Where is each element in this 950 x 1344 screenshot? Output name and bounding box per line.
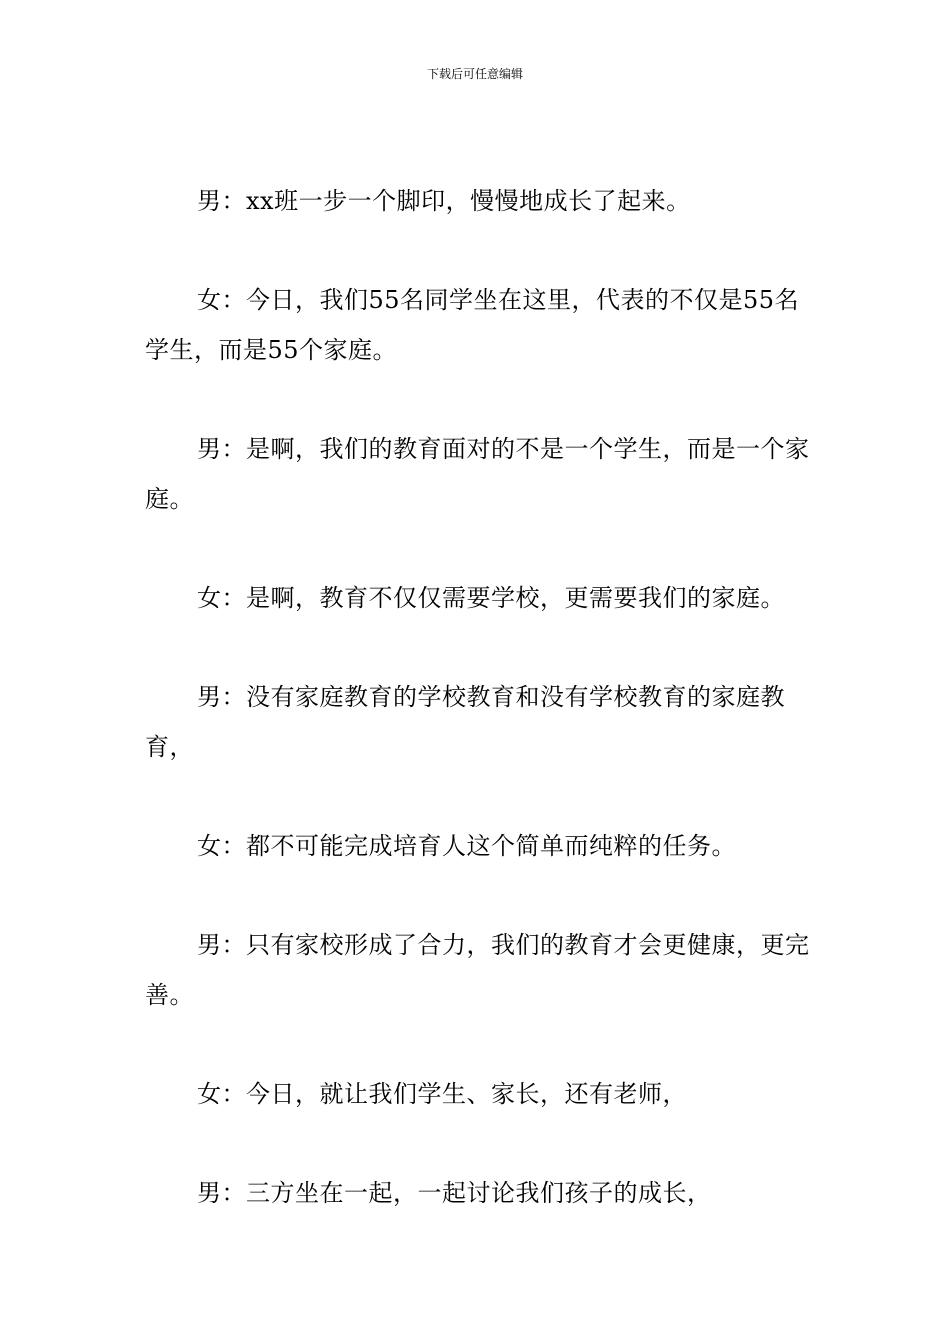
document-body	[145, 176, 810, 1267]
paragraph-3: 男：是啊，我们的教育面对的不是一个学生，而是一个家庭。	[145, 435, 810, 513]
paragraph-4: 女：是啊，教育不仅仅需要学校，更需要我们的家庭。	[197, 584, 785, 612]
paragraph-8: 女：今日，就让我们学生、家长，还有老师，	[197, 1080, 687, 1108]
paragraph-6: 女：都不可能完成培育人这个简单而纯粹的任务。	[197, 832, 736, 860]
paragraph-9: 男：三方坐在一起，一起讨论我们孩子的成长，	[197, 1179, 712, 1207]
paragraph-5: 男：没有家庭教育的学校教育和没有学校教育的家庭教育，	[145, 683, 785, 761]
paragraph-7: 男：只有家校形成了合力，我们的教育才会更健康，更完善。	[145, 931, 810, 1009]
header-note: 下载后可任意编辑	[426, 67, 523, 81]
paragraph-2: 女：今日，我们55名同学坐在这里，代表的不仅是55名学生，而是55个家庭。	[145, 286, 800, 364]
paragraph-1: 男：xx班一步一个脚印，慢慢地成长了起来。	[197, 187, 691, 215]
